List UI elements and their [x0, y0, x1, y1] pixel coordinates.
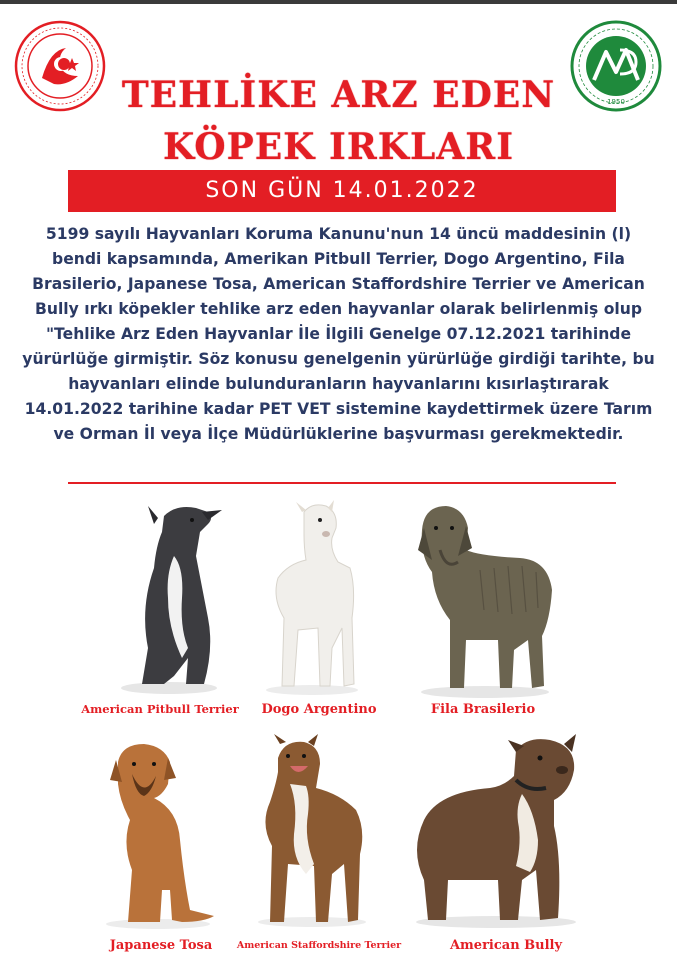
regulation-paragraph: 5199 sayılı Hayvanları Koruma Kanunu'nun 14 üncü maddesinin (l) bendi kapsamında, Amerikan Pitbull Terrier, Dogo Argentino, Fila Brasilerio, Japanese Tosa, American Staffordshire Terrier ve American Bully ırkı köpekler tehlike arz eden hayvanlar olarak belirlenmiş olup "Tehlike Arz Eden Hayvanlar İle İlgili Genelge 07.12.2021 tarihinde yürürlüğe girmiştir. Söz konusu genelgenin yürürlüğe girdiği tarihte, bu hayvanları elinde bulunduranların hayvanlarını kısırlaştırarak 14.01.2022 tarihine kadar PET VET sistemine kaydettirmek üzere Tarım ve Orman İl veya İlçe Müdürlüklerine başvurması gerekmektedir.	[22, 225, 655, 443]
caption-amstaff: American Staffordshire Terrier	[236, 940, 402, 951]
page-title-line1: TEHLİKE ARZ EDEN	[121, 74, 556, 116]
caption-fila: Fila Brasilerio	[430, 702, 536, 717]
ministry-seal-icon	[14, 20, 106, 112]
caption-bully: American Bully	[449, 938, 563, 953]
japanese-tosa-dog-image	[98, 740, 220, 930]
pitbull-dog-image	[104, 498, 234, 698]
fila-brasileiro-dog-image	[410, 500, 560, 700]
deadline-banner	[68, 170, 616, 212]
divider	[68, 482, 616, 484]
logo-year: 1950	[607, 98, 625, 106]
page-title-line2: KÖPEK IRKLARI	[162, 126, 515, 168]
american-bully-dog-image	[404, 730, 584, 930]
top-border	[0, 0, 677, 4]
amstaff-dog-image	[248, 734, 376, 930]
dogo-argentino-dog-image	[258, 498, 366, 698]
caption-dogo: Dogo Argentino	[261, 702, 377, 717]
caption-tosa: Japanese Tosa	[109, 938, 213, 953]
national-parks-logo-icon	[570, 20, 662, 112]
caption-pitbull: American Pitbull Terrier	[81, 702, 239, 716]
deadline-text: SON GÜN 14.01.2022	[205, 178, 479, 203]
